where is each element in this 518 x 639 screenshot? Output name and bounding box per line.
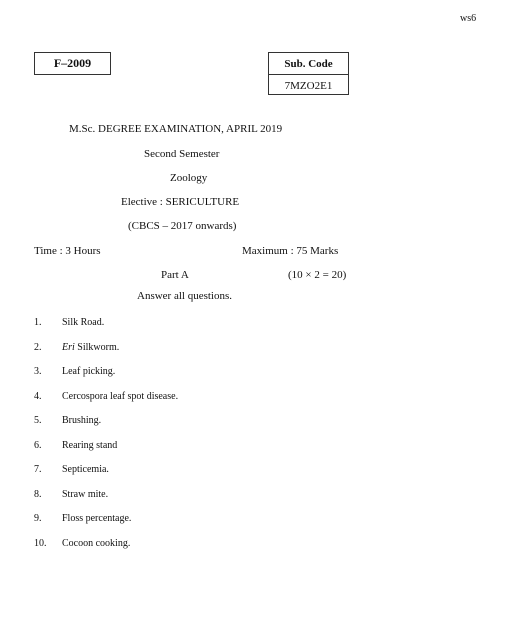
question-italic-term: Eri [62, 341, 75, 353]
question-text: Silk Road. [62, 317, 105, 328]
exam-title: M.Sc. DEGREE EXAMINATION, APRIL 2019 [69, 123, 283, 135]
question-text: Cercospora leaf spot disease. [62, 390, 179, 402]
question-text: Brushing. [62, 415, 102, 426]
sub-code-label: Sub. Code [269, 53, 348, 75]
exam-time: Time : 3 Hours [34, 245, 101, 257]
exam-scheme: (CBCS – 2017 onwards) [128, 220, 237, 232]
question-text: Straw mite. [62, 488, 109, 500]
question-number: 6. [34, 439, 42, 451]
question-number: 10. [34, 537, 47, 549]
page-code: ws6 [460, 13, 477, 24]
question-text: Leaf picking. [62, 366, 116, 377]
question-text: Floss percentage. [62, 513, 132, 524]
question-number: 4. [34, 390, 42, 402]
sub-code-box [268, 52, 349, 95]
part-a-marks: (10 × 2 = 20) [288, 269, 347, 281]
exam-elective: Elective : SERICULTURE [121, 196, 240, 208]
paper-code-box [34, 52, 111, 75]
exam-max-marks: Maximum : 75 Marks [242, 245, 339, 257]
sub-code-value: 7MZO2E1 [284, 79, 333, 92]
part-a-instruction: Answer all questions. [137, 290, 233, 302]
question-text: Cocoon cooking. [62, 537, 131, 549]
question-text [62, 342, 119, 353]
exam-subject: Zoology [170, 172, 208, 184]
paper-code: F–2009 [53, 56, 92, 70]
part-a-title: Part A [161, 269, 189, 281]
question-number: 2. [34, 341, 42, 353]
question-number: 9. [34, 513, 42, 524]
question-text: Septicemia. [62, 464, 109, 475]
exam-semester: Second Semester [144, 148, 220, 160]
question-number: 7. [34, 464, 42, 475]
question-number: 5. [34, 415, 42, 426]
question-text-rest: Silkworm. [74, 341, 120, 353]
question-number: 3. [34, 366, 42, 377]
question-number: 8. [34, 488, 42, 500]
question-number: 1. [34, 317, 42, 328]
question-text: Rearing stand [62, 439, 118, 451]
